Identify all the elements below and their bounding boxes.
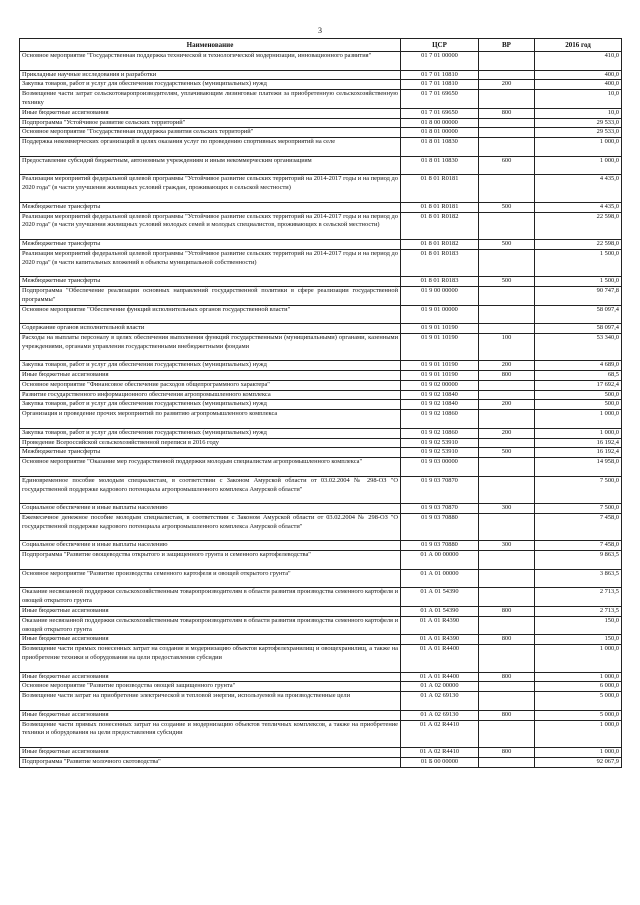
row-name: Основное мероприятие "Государственная поддержка развития сельских территорий" (20, 128, 401, 138)
row-vr: 200 (479, 80, 535, 90)
row-amount: 16 192,4 (535, 438, 622, 448)
row-amount: 400,0 (535, 70, 622, 80)
row-amount: 1 000,0 (535, 156, 622, 175)
row-vr: 800 (479, 672, 535, 682)
table-row (20, 747, 622, 757)
row-amount: 90 747,8 (535, 286, 622, 305)
row-vr (479, 212, 535, 239)
row-amount: 4 689,0 (535, 361, 622, 371)
table-row (20, 138, 622, 157)
table-row (20, 90, 622, 109)
row-name: Иные бюджетные ассигнования (20, 108, 401, 118)
table-row (20, 118, 622, 128)
table-row (20, 720, 622, 747)
row-vr: 500 (479, 448, 535, 458)
row-csr: 01 9 01 10190 (401, 333, 479, 360)
row-amount: 92 067,9 (535, 757, 622, 767)
table-row (20, 588, 622, 607)
row-csr: 01 9 03 70870 (401, 476, 479, 503)
row-amount: 500,0 (535, 400, 622, 410)
row-name: Межбюджетные трансферты (20, 448, 401, 458)
row-name: Возмещение части прямых понесенных затрат на создание и модернизацию объектов картофелехранилищ и овощехранилищ, а также на приобретение техники и оборудования на цели предоставления субсидии (20, 645, 401, 672)
row-csr: 01 9 02 10860 (401, 428, 479, 438)
row-name: Подпрограмма "Развитие овощеводства открытого и защищенного грунта и семенного картофелеводства" (20, 551, 401, 570)
row-csr: 01 8 01 R0181 (401, 175, 479, 202)
table-row (20, 239, 622, 249)
row-name: Подпрограмма "Обеспечение реализации основных направлений государственной политики в сфере реализации государственной программы" (20, 286, 401, 305)
row-name: Социальное обеспечение и иные выплаты населению (20, 504, 401, 514)
row-amount: 1 500,0 (535, 277, 622, 287)
table-row (20, 438, 622, 448)
row-amount: 1 000,0 (535, 138, 622, 157)
table-row (20, 551, 622, 570)
table-row (20, 757, 622, 767)
table-row (20, 70, 622, 80)
row-name: Иные бюджетные ассигнования (20, 747, 401, 757)
table-row (20, 504, 622, 514)
row-name: Основное мероприятие "Развитие производства овощей защищенного грунта" (20, 682, 401, 692)
row-vr (479, 682, 535, 692)
row-amount: 22 598,0 (535, 212, 622, 239)
row-vr: 800 (479, 371, 535, 381)
row-vr: 800 (479, 635, 535, 645)
table-row (20, 476, 622, 503)
row-amount: 7 458,0 (535, 514, 622, 541)
table-row (20, 333, 622, 360)
row-amount: 14 958,0 (535, 458, 622, 477)
row-csr: 01 А 01 54390 (401, 588, 479, 607)
row-vr (479, 645, 535, 672)
row-amount: 10,0 (535, 90, 622, 109)
row-amount: 29 533,0 (535, 128, 622, 138)
row-vr (479, 324, 535, 334)
row-amount: 3 863,5 (535, 569, 622, 588)
row-csr: 01 А 02 00000 (401, 682, 479, 692)
row-csr: 01 А 02 R4410 (401, 720, 479, 747)
row-amount: 68,5 (535, 371, 622, 381)
row-name: Иные бюджетные ассигнования (20, 710, 401, 720)
row-vr: 300 (479, 504, 535, 514)
row-vr (479, 569, 535, 588)
table-row (20, 305, 622, 324)
row-name: Основное мероприятие "Финансовое обеспечение расходов общепрограммного характера" (20, 380, 401, 390)
row-csr: 01 9 02 00000 (401, 380, 479, 390)
row-name: Поддержка некоммерческих организаций в целях оказания услуг по проведению спортивных мероприятий на селе (20, 138, 401, 157)
row-csr: 01 8 01 R0183 (401, 277, 479, 287)
row-vr: 500 (479, 202, 535, 212)
row-amount: 29 533,0 (535, 118, 622, 128)
row-amount: 1 000,0 (535, 747, 622, 757)
table-row (20, 682, 622, 692)
row-vr (479, 588, 535, 607)
row-amount: 5 000,0 (535, 710, 622, 720)
row-name: Единовременное пособие молодым специалистам, в соответствии с Законом Амурской области от 03.02.2004 № 298-ОЗ "О государственной поддержке кадрового потенциала агропромышленного комплекса Амурской области" (20, 476, 401, 503)
row-amount: 1 000,0 (535, 720, 622, 747)
row-name: Межбюджетные трансферты (20, 277, 401, 287)
row-csr: 01 8 01 00000 (401, 128, 479, 138)
row-name: Иные бюджетные ассигнования (20, 635, 401, 645)
row-name: Оказание несвязанной поддержки сельскохозяйственным товаропроизводителям в области развития производства семенного картофеля и овощей открытого грунта (20, 616, 401, 635)
row-amount: 17 692,4 (535, 380, 622, 390)
table-row (20, 80, 622, 90)
table-row (20, 324, 622, 334)
row-csr: 01 9 01 10190 (401, 361, 479, 371)
row-vr (479, 118, 535, 128)
row-csr: 01 А 02 69130 (401, 692, 479, 711)
row-vr (479, 476, 535, 503)
table-row (20, 202, 622, 212)
row-amount: 22 598,0 (535, 239, 622, 249)
table-header-row (20, 39, 622, 52)
table-row (20, 458, 622, 477)
table-row (20, 249, 622, 276)
row-vr (479, 249, 535, 276)
row-name: Основное мероприятие "Обеспечение функций исполнительных органов государственной власти" (20, 305, 401, 324)
row-amount: 5 000,0 (535, 692, 622, 711)
row-vr: 800 (479, 108, 535, 118)
row-vr (479, 551, 535, 570)
header-amount: 2016 год (535, 39, 622, 52)
table-row (20, 380, 622, 390)
row-vr: 500 (479, 239, 535, 249)
row-csr: 01 9 03 00000 (401, 458, 479, 477)
row-csr: 01 8 01 10830 (401, 156, 479, 175)
row-vr (479, 70, 535, 80)
row-name: Закупка товаров, работ и услуг для обеспечения государственных (муниципальных) нужд (20, 400, 401, 410)
row-name: Социальное обеспечение и иные выплаты населению (20, 541, 401, 551)
row-vr: 200 (479, 361, 535, 371)
table-row (20, 607, 622, 617)
row-vr: 300 (479, 541, 535, 551)
table-row (20, 635, 622, 645)
table-row (20, 645, 622, 672)
row-csr: 01 8 01 10830 (401, 138, 479, 157)
row-vr (479, 90, 535, 109)
row-name: Реализация мероприятий федеральной целевой программы "Устойчивое развитие сельских территорий на 2014-2017 годы и на период до 2020 года" (в части капитальных вложений в объекты муниципальной собственности) (20, 249, 401, 276)
row-vr (479, 52, 535, 71)
row-vr (479, 410, 535, 429)
row-csr: 01 8 01 R0182 (401, 239, 479, 249)
row-name: Возмещение части затрат сельскотоваропроизводителям, уплачивающим лизинговые платежи за приобретенную сельскохозяйственную технику (20, 90, 401, 109)
table-row (20, 672, 622, 682)
row-csr: 01 Б 00 00000 (401, 757, 479, 767)
row-vr (479, 128, 535, 138)
table-row (20, 390, 622, 400)
row-csr: 01 А 02 69130 (401, 710, 479, 720)
row-csr: 01 7 01 10810 (401, 80, 479, 90)
row-csr: 01 7 01 10810 (401, 70, 479, 80)
row-csr: 01 9 02 10840 (401, 390, 479, 400)
row-name: Закупка товаров, работ и услуг для обеспечения государственных (муниципальных) нужд (20, 361, 401, 371)
table-row (20, 371, 622, 381)
row-csr: 01 7 01 69650 (401, 108, 479, 118)
row-amount: 7 500,0 (535, 504, 622, 514)
row-amount: 150,0 (535, 616, 622, 635)
row-amount: 150,0 (535, 635, 622, 645)
row-vr (479, 305, 535, 324)
row-name: Межбюджетные трансферты (20, 202, 401, 212)
table-row (20, 277, 622, 287)
header-name: Наименование (20, 39, 401, 52)
row-vr (479, 692, 535, 711)
table-row (20, 128, 622, 138)
row-csr: 01 А 02 R4410 (401, 747, 479, 757)
row-csr: 01 9 01 00000 (401, 305, 479, 324)
row-vr: 800 (479, 607, 535, 617)
row-amount: 6 000,0 (535, 682, 622, 692)
row-name: Предоставление субсидий бюджетным, автономным учреждениям и иным некоммерческим организациям (20, 156, 401, 175)
row-name: Основное мероприятие "Государственная поддержка технической и технологической модернизации, инновационного развития" (20, 52, 401, 71)
table-row (20, 514, 622, 541)
row-vr: 200 (479, 428, 535, 438)
table-row (20, 175, 622, 202)
row-csr: 01 А 01 54390 (401, 607, 479, 617)
row-vr (479, 720, 535, 747)
row-amount: 9 863,5 (535, 551, 622, 570)
row-name: Возмещение части прямых понесенных затрат на создание и модернизацию объектов тепличных комплексов, а также на приобретение техники и оборудования на цели предоставления субсидии (20, 720, 401, 747)
row-csr: 01 9 03 70880 (401, 514, 479, 541)
table-row (20, 52, 622, 71)
row-csr: 01 9 01 10190 (401, 324, 479, 334)
row-csr: 01 8 00 00000 (401, 118, 479, 128)
budget-table (19, 38, 622, 768)
row-amount: 7 500,0 (535, 476, 622, 503)
row-csr: 01 8 01 R0182 (401, 212, 479, 239)
table-row (20, 156, 622, 175)
row-name: Иные бюджетные ассигнования (20, 672, 401, 682)
row-csr: 01 7 01 69650 (401, 90, 479, 109)
row-name: Оказание несвязанной поддержки сельскохозяйственным товаропроизводителям в области развития производства семенного картофеля и овощей открытого грунта (20, 588, 401, 607)
row-name: Прикладные научные исследования и разработки (20, 70, 401, 80)
row-name: Межбюджетные трансферты (20, 239, 401, 249)
row-csr: 01 8 01 R0183 (401, 249, 479, 276)
row-csr: 01 8 01 R0181 (401, 202, 479, 212)
row-csr: 01 9 02 53910 (401, 438, 479, 448)
row-vr: 100 (479, 333, 535, 360)
row-amount: 10,0 (535, 108, 622, 118)
row-name: Закупка товаров, работ и услуг для обеспечения государственных (муниципальных) нужд (20, 428, 401, 438)
table-row (20, 616, 622, 635)
row-amount: 58 097,4 (535, 324, 622, 334)
row-amount: 400,0 (535, 80, 622, 90)
row-amount: 1 000,0 (535, 428, 622, 438)
row-name: Иные бюджетные ассигнования (20, 607, 401, 617)
row-amount: 53 340,0 (535, 333, 622, 360)
row-amount: 4 435,0 (535, 175, 622, 202)
row-csr: 01 7 01 00000 (401, 52, 479, 71)
table-row (20, 286, 622, 305)
row-csr: 01 9 00 00000 (401, 286, 479, 305)
row-csr: 01 9 02 10840 (401, 400, 479, 410)
row-vr (479, 380, 535, 390)
row-vr (479, 458, 535, 477)
table-row (20, 428, 622, 438)
row-csr: 01 9 02 53910 (401, 448, 479, 458)
row-vr (479, 616, 535, 635)
row-vr: 800 (479, 747, 535, 757)
row-name: Подпрограмма "Устойчивое развитие сельских территорий" (20, 118, 401, 128)
row-vr (479, 286, 535, 305)
row-vr (479, 438, 535, 448)
row-name: Основное мероприятие "Развитие производства семенного картофеля и овощей открытого грунта" (20, 569, 401, 588)
row-amount: 58 097,4 (535, 305, 622, 324)
row-vr: 800 (479, 710, 535, 720)
table-row (20, 710, 622, 720)
row-csr: 01 А 01 R4390 (401, 616, 479, 635)
row-amount: 410,0 (535, 52, 622, 71)
row-csr: 01 А 01 R4400 (401, 645, 479, 672)
row-name: Иные бюджетные ассигнования (20, 371, 401, 381)
row-name: Закупка товаров, работ и услуг для обеспечения государственных (муниципальных) нужд (20, 80, 401, 90)
row-name: Ежемесячное денежное пособие молодым специалистам, в соответствии с Законом Амурской области от 03.02.2004 № 298-ОЗ "О государственной поддержке кадрового потенциала агропромышленного комплекса Амурской области" (20, 514, 401, 541)
header-csr: ЦСР (401, 39, 479, 52)
row-name: Расходы на выплаты персоналу в целях обеспечения выполнения функций государственными (муниципальными) органами, казенными учреждениями, органами управления государственными внебюджетными фондами (20, 333, 401, 360)
row-name: Основное мероприятие "Оказание мер государственной поддержки молодым специалистам агропромышленного комплекса" (20, 458, 401, 477)
header-vr: ВР (479, 39, 535, 52)
row-csr: 01 А 01 R4400 (401, 672, 479, 682)
row-csr: 01 А 01 00000 (401, 569, 479, 588)
row-name: Возмещение части затрат на приобретение электрической и тепловой энергии, используемой на производственные цели (20, 692, 401, 711)
table-body (20, 52, 622, 768)
row-csr: 01 9 01 10190 (401, 371, 479, 381)
table-row (20, 212, 622, 239)
row-amount: 500,0 (535, 390, 622, 400)
table-row (20, 410, 622, 429)
row-vr (479, 175, 535, 202)
row-csr: 01 А 01 R4390 (401, 635, 479, 645)
row-vr (479, 757, 535, 767)
row-csr: 01 9 02 10860 (401, 410, 479, 429)
row-amount: 1 000,0 (535, 410, 622, 429)
row-vr (479, 390, 535, 400)
table-row (20, 361, 622, 371)
row-name: Реализация мероприятий федеральной целевой программы "Устойчивое развитие сельских территорий на 2014-2017 годы и на период до 2020 года" (в части улучшения жилищных условий молодых семей и молодых специалистов, проживающих в сельской местности) (20, 212, 401, 239)
row-csr: 01 9 03 70880 (401, 541, 479, 551)
row-amount: 7 458,0 (535, 541, 622, 551)
row-name: Содержание органов исполнительной власти (20, 324, 401, 334)
row-vr: 500 (479, 277, 535, 287)
row-name: Проведение Всероссийской сельскохозяйственной переписи в 2016 году (20, 438, 401, 448)
table-row (20, 400, 622, 410)
row-csr: 01 9 03 70870 (401, 504, 479, 514)
row-amount: 2 713,5 (535, 588, 622, 607)
row-vr (479, 138, 535, 157)
row-amount: 4 435,0 (535, 202, 622, 212)
table-row (20, 448, 622, 458)
table-row (20, 569, 622, 588)
row-csr: 01 А 00 00000 (401, 551, 479, 570)
table-row (20, 692, 622, 711)
row-amount: 1 500,0 (535, 249, 622, 276)
page-number: 3 (318, 26, 322, 35)
row-amount: 2 713,5 (535, 607, 622, 617)
row-amount: 16 192,4 (535, 448, 622, 458)
row-amount: 1 000,0 (535, 645, 622, 672)
row-vr (479, 514, 535, 541)
row-amount: 1 000,0 (535, 672, 622, 682)
row-name: Развитие государственного информационного обеспечения агропромышленного комплекса (20, 390, 401, 400)
row-name: Подпрограмма "Развитие молочного скотоводства" (20, 757, 401, 767)
row-vr: 600 (479, 156, 535, 175)
table-row (20, 108, 622, 118)
row-name: Реализация мероприятий федеральной целевой программы "Устойчивое развитие сельских территорий на 2014-2017 годы и на период до 2020 года" (в части улучшения жилищных условий граждан, проживающих в сельской местности) (20, 175, 401, 202)
table-row (20, 541, 622, 551)
row-vr: 200 (479, 400, 535, 410)
row-name: Организация и проведение прочих мероприятий по развитию агропромышленного комплекса (20, 410, 401, 429)
